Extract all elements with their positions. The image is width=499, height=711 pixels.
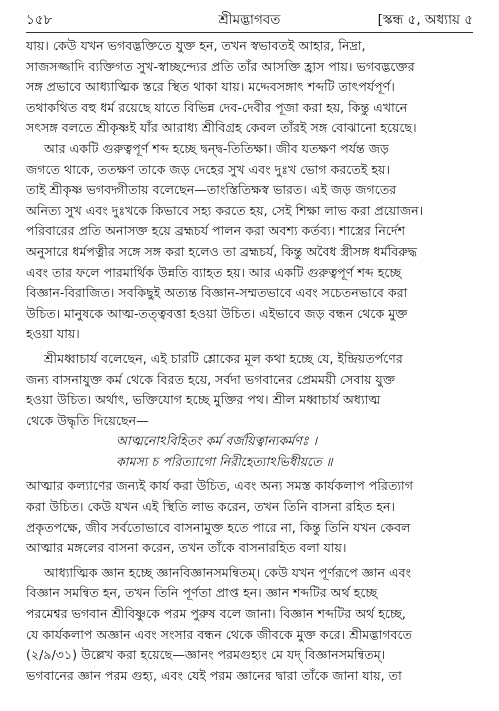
text-line: জগতে থাকে, ততক্ষণ তাকে জড় দেহের সুখ এবং দুঃখ ভোগ করতেই হয়। <box>26 161 390 177</box>
text-line: হওয়া যায়। <box>26 326 80 342</box>
text-line: জন্য বাসনাযুক্ত কর্ম থেকে বিরত হয়ে, সর্বদা ভগবানের প্রেমময়ী সেবায় যুক্ত <box>26 371 396 387</box>
text-line: যায়। কেউ যখন ভগবদ্ভক্তিতে যুক্ত হন, তখন স্বভাবতই আহার, নিদ্রা, <box>26 38 366 53</box>
page-body <box>26 36 473 686</box>
text-line: থেকে উদ্ধৃতি দিয়েছেন— <box>26 412 149 428</box>
text-line: যে কার্যকলাপ অজ্ঞান এবং সংসার বন্ধন থেকে জীবকে মুক্ত করে। শ্রীমদ্ভাগবতে <box>26 626 412 642</box>
verse-line: কামস্য চ পরিত্যাগো নিরীহেত্যাঽভিধীয়তে ॥ <box>116 453 333 469</box>
verse-line: আত্মনোঽবিহিতং কর্ম বর্জয়িত্বান্যকর্মণঃ । <box>116 433 318 449</box>
text-line: সৎসঙ্গ বলতে শ্রীকৃষ্ণই যাঁর আরাধ্য শ্রীবিগ্রহ কেবল তাঁরই সঙ্গ বোঝানো হয়েছে। <box>26 120 417 136</box>
text-line: সঙ্গ প্রভাবে আধ্যাত্মিক স্তরে স্থিত থাকা যায়। মদ্দেবসঙ্গাৎ শব্দটি তাৎপর্যপূর্ণ। <box>26 79 395 95</box>
page-number: ১৫৮ <box>26 12 53 28</box>
text-line: আর একটি গুরুত্বপূর্ণ শব্দ হচ্ছে দ্বন্দ্ব-তিতিক্ষা। জীব যতক্ষণ পর্যন্ত জড় <box>44 140 389 156</box>
text-line: বিজ্ঞান সমন্বিত হন, তখন তিনি পূর্ণতা প্রাপ্ত হন। জ্ঞান শব্দটির অর্থ হচ্ছে <box>26 585 378 601</box>
header-divider <box>26 32 473 33</box>
text-line: (২/৯/৩১) উল্লেখ করা হয়েছে—জ্ঞানং পরমগুহ্যং মে যদ্ বিজ্ঞানসমন্বিতম্। <box>26 647 386 663</box>
text-line: এবং তার ফলে পারমার্থিক উন্নতি ব্যাহত হয়। আর একটি গুরুত্বপূর্ণ শব্দ হচ্ছে <box>26 264 402 280</box>
text-line: পরমেশ্বর ভগবান শ্রীবিষ্ণুকে পরম পুরুষ বলে জানা। বিজ্ঞান শব্দটির অর্থ হচ্ছে, <box>26 606 406 622</box>
chapter-reference: [স্কন্ধ ৫, অধ্যায় ৫ <box>377 12 473 28</box>
text-line: প্রকৃতপক্ষে, জীব সর্বতোভাবে বাসনামুক্ত হতে পারে না, কিন্তু তিনি যখন কেবল <box>26 519 411 535</box>
text-line: শ্রীমধ্বাচার্য বলেছেন, এই চারটি শ্লোকের মূল কথা হচ্ছে যে, ইন্দ্রিয়তর্পণের <box>44 350 403 366</box>
text-line: ভগবানের জ্ঞান পরম গুহ্য, এবং যেই পরম জ্ঞানের দ্বারা তাঁকে জানা যায়, তা <box>26 667 402 683</box>
text-line: উচিত। মানুষকে আত্ম-তত্ত্ববত্তা হওয়া উচিত। এইভাবে জড় বন্ধন থেকে মুক্ত <box>26 305 408 321</box>
text-line: করা উচিত। কেউ যখন এই স্থিতি লাভ করেন, তখন তিনি বাসনা রহিত হন। <box>26 499 396 515</box>
text-line: আত্মার কল্যাণের জন্যই কার্য করা উচিত, এবং অন্য সমস্ত কার্যকলাপ পরিত্যাগ <box>26 478 413 494</box>
page-header <box>26 9 473 31</box>
text-line: অনিত্য সুখ এবং দুঃখকে কিভাবে সহ্য করতে হয়, সেই শিক্ষা লাভ করা প্রয়োজন। <box>26 202 424 218</box>
text-line: সাজসজ্জাদি ব্যক্তিগত সুখ-স্বাচ্ছন্দ্যের প্রতি তাঁর আসক্তি হ্রাস পায়। ভগবদ্ভক্তের <box>26 58 415 74</box>
text-line: পরিবারের প্রতি অনাসক্ত হয়ে ব্রহ্মচর্য পালন করা অবশ্য কর্তব্য। শাস্ত্রের নির্দেশ <box>26 223 406 239</box>
book-title: শ্রীমদ্ভাগবত <box>218 12 281 28</box>
text-line: আত্মার মঙ্গলের বাসনা করেন, তখন তাঁকে বাসনারহিত বলা যায়। <box>26 540 347 556</box>
text-line: বিজ্ঞান-বিরাজিত। সবকিছুই অত্যন্ত বিজ্ঞান-সম্মতভাবে এবং সচেতনভাবে করা <box>26 285 408 301</box>
text-line: আধ্যাত্মিক জ্ঞান হচ্ছে জ্ঞানবিজ্ঞানসমন্বিতম্। কেউ যখন পূর্ণরূপে জ্ঞান এবং <box>44 564 411 580</box>
text-line: তাই শ্রীকৃষ্ণ ভগবদ্গীতায় বলেছেন—তাংস্তিতিক্ষস্ব ভারত। এই জড় জগতের <box>26 182 397 198</box>
text-line: অনুসারে ধর্মপত্নীর সঙ্গে সঙ্গ করা হলেও তা ব্রহ্মচর্য, কিন্তু অবৈধ স্ত্রীসঙ্গ ধর্মবিরুদ্ধ <box>26 243 418 259</box>
text-line: হওয়া উচিত। অর্থাৎ, ভক্তিযোগ হচ্ছে মুক্তির পথ। শ্রীল মধ্বাচার্য অধ্যাত্ম <box>26 392 381 408</box>
text-line: তথাকথিত বহু ধর্ম রয়েছে যাতে বিভিন্ন দেব-দেবীর পূজা করা হয়, কিন্তু এখানে <box>26 99 408 115</box>
